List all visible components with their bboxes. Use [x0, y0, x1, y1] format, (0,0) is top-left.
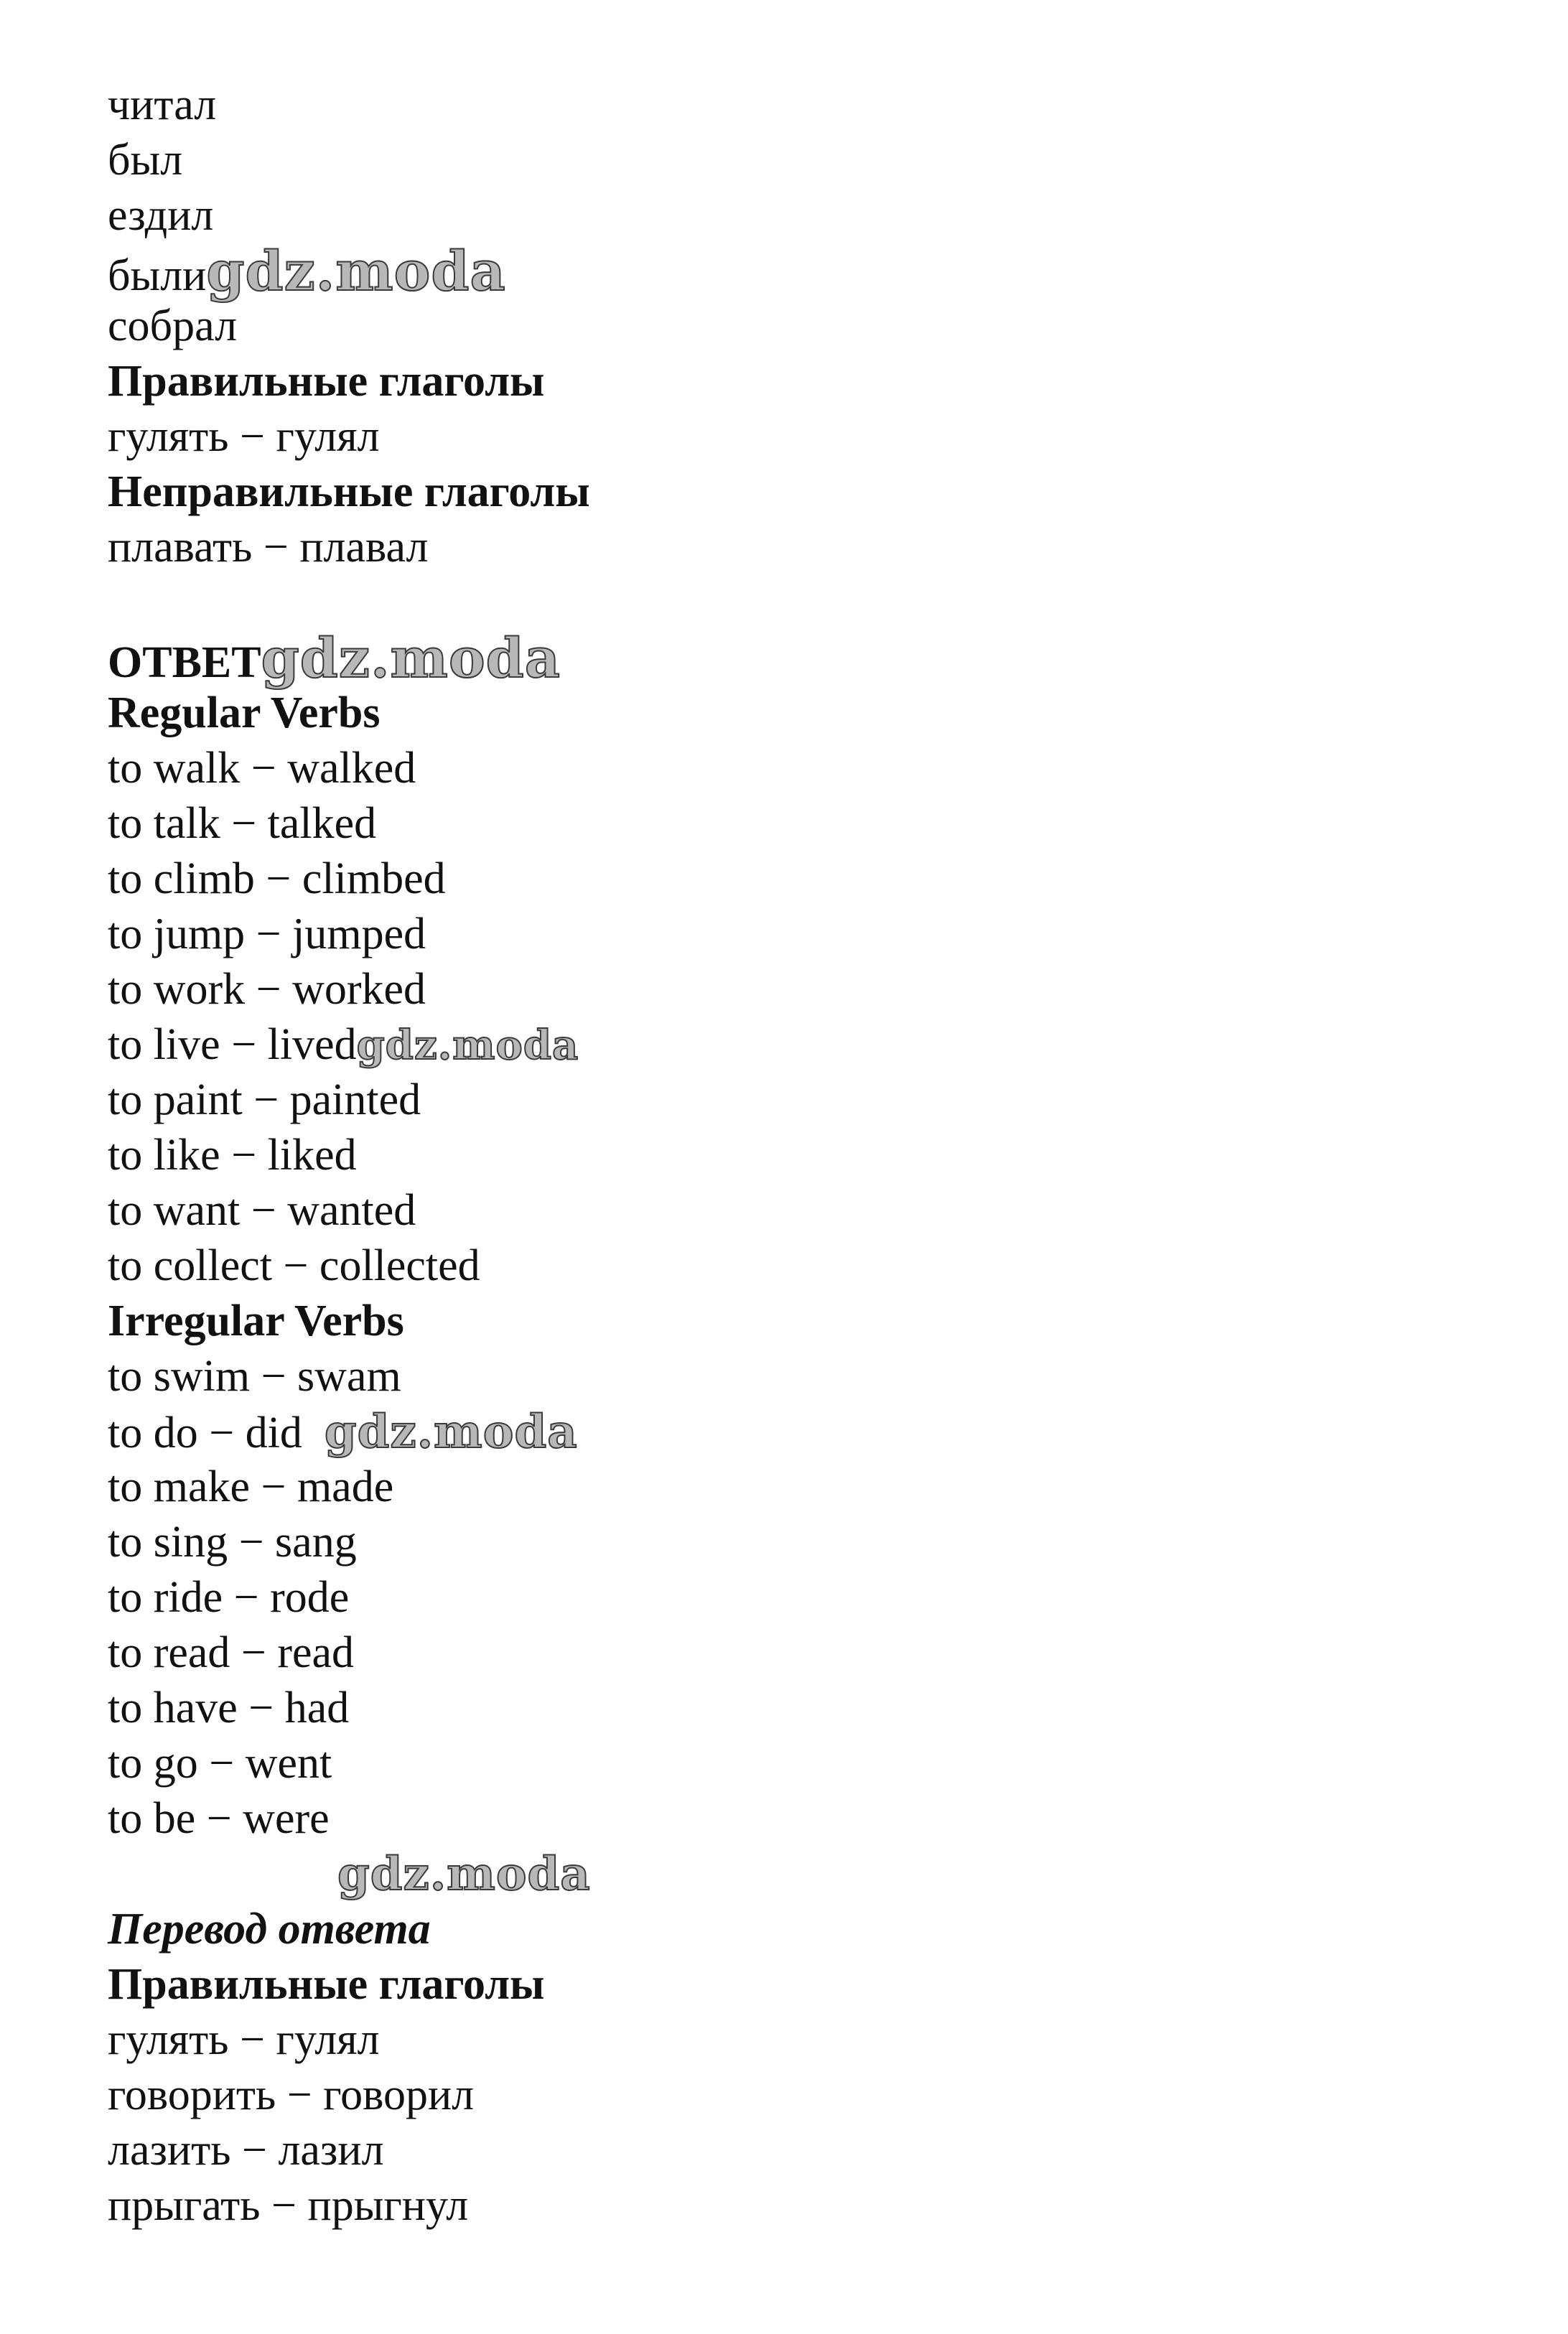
watermark: gdz.moda [356, 1022, 579, 1069]
text-line: был [108, 136, 183, 185]
verb-line: to jump − jumped [108, 910, 426, 958]
section-heading: Правильные глаголы [108, 357, 545, 406]
text-line: гулять − гулял [108, 412, 380, 461]
section-heading: Неправильные глаголы [108, 467, 590, 516]
watermark: gdz.moda [324, 1405, 578, 1459]
verb-line: to ride − rode [108, 1573, 350, 1622]
watermark: gdz.moda [337, 1847, 591, 1901]
verb-line: to have − had [108, 1684, 350, 1732]
verb-line: to read − read [108, 1628, 355, 1677]
verb-line-with-watermark [108, 1017, 1472, 1073]
irregular-verbs-heading: Irregular Verbs [108, 1297, 404, 1345]
verb-line: to swim − swam [108, 1352, 401, 1401]
verb-line: to paint − painted [108, 1075, 421, 1124]
verb-line: to live − lived [108, 1020, 357, 1069]
verb-line: to make − made [108, 1462, 394, 1511]
translation-line: гулять − гулял [108, 2015, 380, 2064]
verb-line: to sing − sang [108, 1518, 357, 1567]
watermark: gdz.moda [206, 239, 506, 303]
verb-line: to want − wanted [108, 1186, 416, 1235]
text-line: плавать − плавал [108, 523, 429, 571]
text-line: собрал [108, 302, 238, 350]
answer-heading: ОТВЕТ [108, 638, 261, 687]
verb-line: to climb − climbed [108, 854, 446, 903]
verb-line: to like − liked [108, 1131, 357, 1180]
text-line: читал [108, 80, 217, 129]
verb-line: to be − were [108, 1794, 330, 1843]
translation-line: лазить − лазил [108, 2126, 384, 2175]
verb-line: to work − worked [108, 965, 426, 1014]
verb-line: to talk − talked [108, 799, 377, 848]
watermark: gdz.moda [261, 626, 561, 690]
text-line-with-watermark [108, 239, 1472, 303]
translation-line: говорить − говорил [108, 2071, 475, 2119]
document-page [108, 78, 1472, 2233]
verb-line: to walk − walked [108, 744, 416, 793]
translation-heading: Перевод ответа [108, 1905, 431, 1953]
watermark-row [108, 1847, 1472, 1902]
translation-line: прыгать − прыгнул [108, 2181, 469, 2230]
answer-heading-line [108, 626, 1472, 690]
verb-line-with-watermark [108, 1404, 1472, 1460]
blank-line [108, 575, 1472, 630]
verb-line: to do − did [108, 1409, 302, 1457]
regular-verbs-heading: Regular Verbs [108, 688, 381, 737]
verb-line: to collect − collected [108, 1241, 480, 1290]
text-line: ездил [108, 191, 214, 240]
verb-line: to go − went [108, 1739, 332, 1788]
translation-regular-heading: Правильные глаголы [108, 1960, 545, 2009]
text-line: были [108, 251, 207, 300]
